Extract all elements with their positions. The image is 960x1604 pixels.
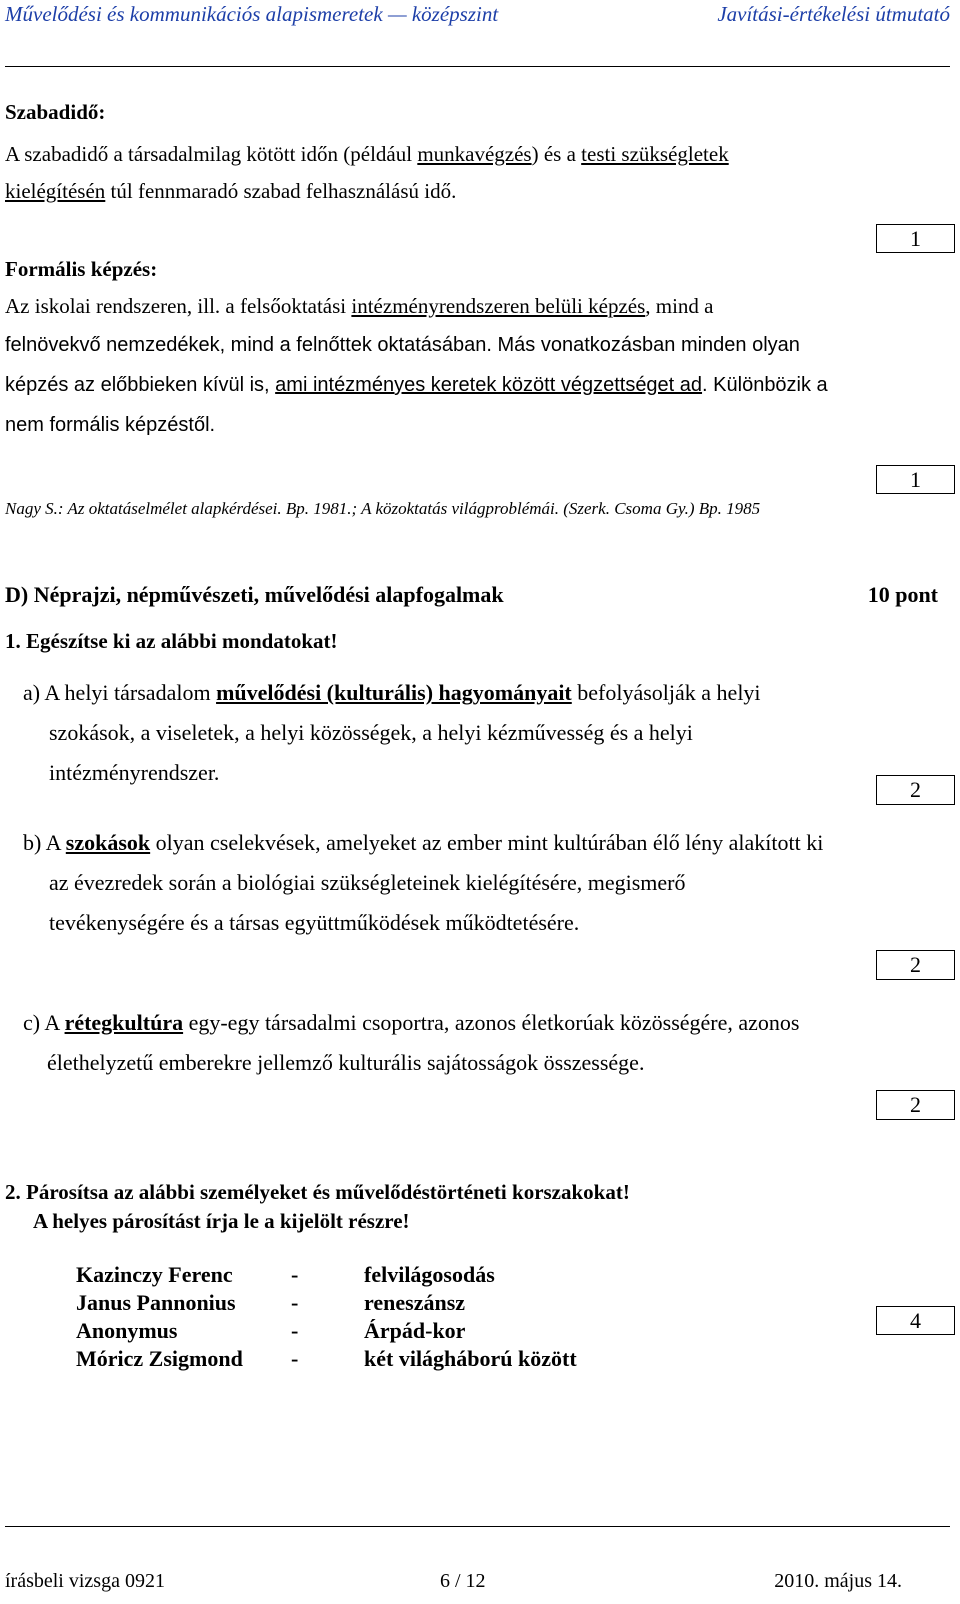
answer-term: művelődési (kulturális) hagyományait xyxy=(216,680,572,705)
citation: Nagy S.: Az oktatáselmélet alapkérdései. Bp. 1981.; A közoktatás világproblémái. (Szerk. Csoma Gy.) Bp. 1985 xyxy=(5,499,761,518)
pair-person: Kazinczy Ferenc xyxy=(76,1262,233,1287)
text-run: Az iskolai rendszeren, ill. a felsőoktatási xyxy=(5,294,352,318)
section-d-title: D) Néprajzi, népművészeti, művelődési alapfogalmak xyxy=(5,582,504,607)
text-run: egy-egy társadalmi csoportra, azonos életkorúak közösségére, azonos xyxy=(183,1010,800,1035)
task1-b-line1 xyxy=(23,830,823,856)
text-run: ) és a xyxy=(531,142,582,166)
score-box-task2: 4 xyxy=(876,1306,955,1335)
score-box-formalis: 1 xyxy=(876,465,955,494)
text-run: befolyásolják a helyi xyxy=(571,680,761,705)
underlined-term: testi szükségletek xyxy=(581,142,729,166)
pair-person: Móricz Zsigmond xyxy=(76,1346,243,1371)
szabadido-title: Szabadidő: xyxy=(5,100,106,124)
task2-title: 2. Párosítsa az alábbi személyeket és művelődéstörténeti korszakokat! xyxy=(5,1180,630,1204)
text-run: , mind a xyxy=(645,294,714,318)
pair-dash: - xyxy=(291,1290,299,1315)
underlined-term: kielégítésén xyxy=(5,179,106,203)
score-box-task1-a: 2 xyxy=(876,775,955,805)
pair-era: Árpád-kor xyxy=(364,1318,466,1343)
formalis-line1 xyxy=(5,294,714,319)
task1-b-line2: az évezredek során a biológiai szükségleteinek kielégítésére, megismerő xyxy=(49,870,686,895)
underlined-term: intézményrendszeren belüli képzés xyxy=(351,294,646,318)
task1-a-line2: szokások, a viseletek, a helyi közösségek, a helyi kézművesség és a helyi xyxy=(49,720,693,745)
footer-rule xyxy=(5,1526,950,1527)
task1-title: 1. Egészítse ki az alábbi mondatokat! xyxy=(5,629,338,653)
task1-c-line2: élethelyzetű emberekre jellemző kulturális sajátosságok összessége. xyxy=(47,1050,645,1075)
footer-exam-id: írásbeli vizsga 0921 xyxy=(5,1570,165,1592)
footer-page-number: 6 / 12 xyxy=(440,1570,486,1592)
score-box-szabadido: 1 xyxy=(876,224,955,253)
score-box-task1-b: 2 xyxy=(876,950,955,980)
footer-date: 2010. május 14. xyxy=(774,1570,902,1592)
text-run: b) A xyxy=(23,830,66,855)
pair-dash: - xyxy=(291,1346,299,1371)
szabadido-line1 xyxy=(5,142,729,167)
formalis-line2: felnövekvő nemzedékek, mind a felnőttek oktatásában. Más vonatkozásban minden olyan xyxy=(5,334,800,356)
text-run: A szabadidő a társadalmilag kötött időn (például xyxy=(5,142,418,166)
answer-term: rétegkultúra xyxy=(64,1010,184,1035)
pair-era: két világháború között xyxy=(364,1346,577,1371)
task1-b-line3: tevékenységére és a társas együttműködések működtetésére. xyxy=(49,910,580,935)
formalis-line3 xyxy=(5,374,828,397)
formalis-line4: nem formális képzéstől. xyxy=(5,414,216,436)
text-run: c) A xyxy=(23,1010,65,1035)
pair-era: reneszánsz xyxy=(364,1290,466,1315)
text-run: . Különbözik a xyxy=(702,374,828,396)
task1-a-line3: intézményrendszer. xyxy=(49,760,220,785)
text-run: képzés az előbbieken kívül is, xyxy=(5,374,276,396)
answer-term: szokások xyxy=(65,830,151,855)
task2-subtitle: A helyes párosítást írja le a kijelölt részre! xyxy=(33,1209,410,1233)
score-box-task1-c: 2 xyxy=(876,1090,955,1120)
underlined-term: munkavégzés xyxy=(417,142,532,166)
header-subtitle: Javítási-értékelési útmutató xyxy=(717,2,950,26)
formalis-title: Formális képzés: xyxy=(5,257,158,281)
text-run: túl fennmaradó szabad felhasználású idő. xyxy=(105,179,457,203)
pair-era: felvilágosodás xyxy=(364,1262,495,1287)
pair-dash: - xyxy=(291,1262,299,1287)
header-title: Művelődési és kommunikációs alapismeretek — középszint xyxy=(5,2,499,26)
task1-a-line1 xyxy=(23,680,761,706)
task1-c-line1 xyxy=(23,1010,799,1036)
underlined-term: ami intézményes keretek között végzettséget ad xyxy=(275,374,703,396)
pair-dash: - xyxy=(291,1318,299,1343)
pair-person: Janus Pannonius xyxy=(76,1290,236,1315)
szabadido-line2 xyxy=(5,179,456,204)
section-d-points: 10 pont xyxy=(867,582,938,607)
header-rule xyxy=(5,66,950,67)
text-run: a) A helyi társadalom xyxy=(23,680,217,705)
pair-person: Anonymus xyxy=(76,1318,178,1343)
text-run: olyan cselekvések, amelyeket az ember mint kultúrában élő lény alakított ki xyxy=(150,830,824,855)
